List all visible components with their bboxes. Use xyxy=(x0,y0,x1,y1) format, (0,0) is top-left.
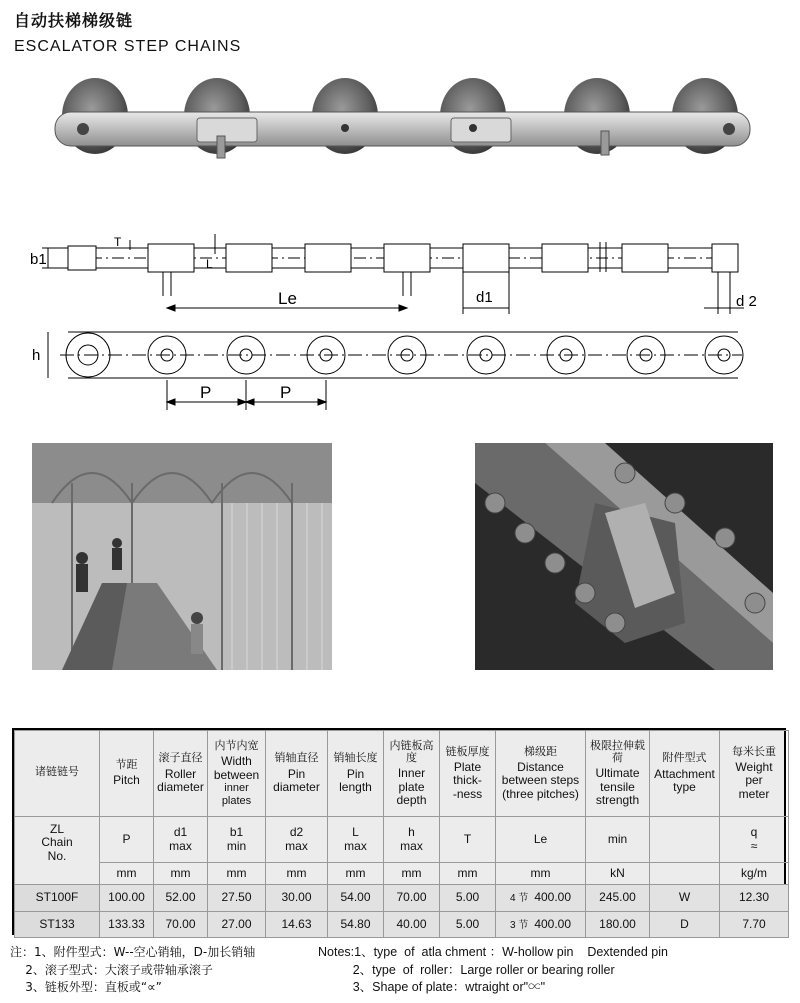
hdr-depth: 内链板高度 Inner plate depth xyxy=(384,731,440,817)
sym-distance: Le xyxy=(496,817,586,863)
sym-attachment xyxy=(650,817,720,863)
cell-b1: 27.50 xyxy=(208,885,266,912)
unit-distance: mm xyxy=(496,863,586,885)
unit-depth: mm xyxy=(384,863,440,885)
label-h: h xyxy=(32,347,41,364)
cell-pitch: 133.33 xyxy=(100,912,154,938)
label-T: T xyxy=(114,235,122,249)
cell-weight: 7.70 xyxy=(720,912,789,938)
unit-weight: kg/m xyxy=(720,863,789,885)
sym-depth: h max xyxy=(384,817,440,863)
sym-roller: d1 max xyxy=(154,817,208,863)
hdr-roller: 滚子直径 Roller diameter xyxy=(154,731,208,817)
cell-chain: ST133 xyxy=(15,912,100,938)
hdr-width: 内节内宽 Width between inner plates xyxy=(208,731,266,817)
cell-h: 40.00 xyxy=(384,912,440,938)
cell-le: 3 节 400.00 xyxy=(496,912,586,938)
note-cn-1: 注：1、附件型式：W--空心销轴，D-加长销轴 xyxy=(10,945,256,959)
unit-width: mm xyxy=(208,863,266,885)
cell-d2: 30.00 xyxy=(266,885,328,912)
cell-T: 5.00 xyxy=(440,912,496,938)
hdr-thickness: 链板厚度 Plate thick- -ness xyxy=(440,731,496,817)
label-Le: Le xyxy=(278,289,297,308)
unit-strength: kN xyxy=(586,863,650,885)
notes-english xyxy=(318,944,668,997)
note-en-3: 3、Shape of plate：wtraight or"∝" xyxy=(318,980,546,994)
table-row xyxy=(15,885,789,912)
unit-pin-dia: mm xyxy=(266,863,328,885)
cell-attachment: D xyxy=(650,912,720,938)
hdr-chain: 诸链链号 xyxy=(15,731,100,817)
cell-d1: 52.00 xyxy=(154,885,208,912)
cell-attachment: W xyxy=(650,885,720,912)
hdr-pitch: 节距 Pitch xyxy=(100,731,154,817)
note-cn-2: 2、滚子型式：大滚子或带轴承滚子 xyxy=(10,962,213,977)
chain-no-label: ZL Chain No. xyxy=(15,817,100,885)
unit-thickness: mm xyxy=(440,863,496,885)
cell-strength: 180.00 xyxy=(586,912,650,938)
label-P2: P xyxy=(280,383,292,402)
hdr-pin-len: 销轴长度 Pin length xyxy=(328,731,384,817)
label-L: L xyxy=(206,257,213,271)
hdr-weight: 每米长重 Weight per meter xyxy=(720,731,789,817)
symbol-row xyxy=(15,817,789,863)
label-P1: P xyxy=(200,383,212,402)
note-cn-3: 3、链板外型：直板或“∝” xyxy=(10,980,162,994)
chain-technical-drawing xyxy=(30,210,775,415)
sym-pin-len: L max xyxy=(328,817,384,863)
sym-thickness: T xyxy=(440,817,496,863)
sym-weight: q ≈ xyxy=(720,817,789,863)
cell-weight: 12.30 xyxy=(720,885,789,912)
chain-closeup-photo xyxy=(475,443,773,670)
hdr-pin-dia: 销轴直径 Pin diameter xyxy=(266,731,328,817)
note-en-2: 2、type of roller：Large roller or bearing roller xyxy=(318,962,615,977)
sym-strength: min xyxy=(586,817,650,863)
hdr-distance: 梯级距 Distance between steps (three pitches) xyxy=(496,731,586,817)
hdr-attachment: 附件型式 Attachment type xyxy=(650,731,720,817)
cell-strength: 245.00 xyxy=(586,885,650,912)
label-b1: b1 xyxy=(30,251,47,268)
label-d1: d1 xyxy=(476,289,493,306)
page-title-cn: 自动扶梯梯级链 xyxy=(14,11,134,30)
cell-le: 4 节 400.00 xyxy=(496,885,586,912)
cell-chain: ST100F xyxy=(15,885,100,912)
unit-row xyxy=(15,863,789,885)
sym-pin-dia: d2 max xyxy=(266,817,328,863)
chain-photo xyxy=(45,76,755,172)
cell-b1: 27.00 xyxy=(208,912,266,938)
cell-d1: 70.00 xyxy=(154,912,208,938)
sym-width: b1 min xyxy=(208,817,266,863)
header-row xyxy=(15,731,789,817)
sym-pitch: P xyxy=(100,817,154,863)
page-title-en: ESCALATOR STEP CHAINS xyxy=(14,38,242,55)
cell-T: 5.00 xyxy=(440,885,496,912)
table-row xyxy=(15,912,789,938)
label-d2: d 2 xyxy=(736,293,757,310)
cell-h: 70.00 xyxy=(384,885,440,912)
cell-d2: 14.63 xyxy=(266,912,328,938)
escalator-station-photo xyxy=(32,443,332,670)
spec-table xyxy=(12,728,786,935)
cell-pitch: 100.00 xyxy=(100,885,154,912)
cell-L: 54.80 xyxy=(328,912,384,938)
unit-pin-len: mm xyxy=(328,863,384,885)
cell-L: 54.00 xyxy=(328,885,384,912)
hdr-strength: 极限拉伸载荷 Ultimate tensile strength xyxy=(586,731,650,817)
unit-pitch: mm xyxy=(100,863,154,885)
unit-attachment xyxy=(650,863,720,885)
unit-roller: mm xyxy=(154,863,208,885)
note-en-1: Notes:1、type of atla chment ：W-hollow pin Dextended pin xyxy=(318,945,668,959)
notes-chinese xyxy=(10,944,255,997)
